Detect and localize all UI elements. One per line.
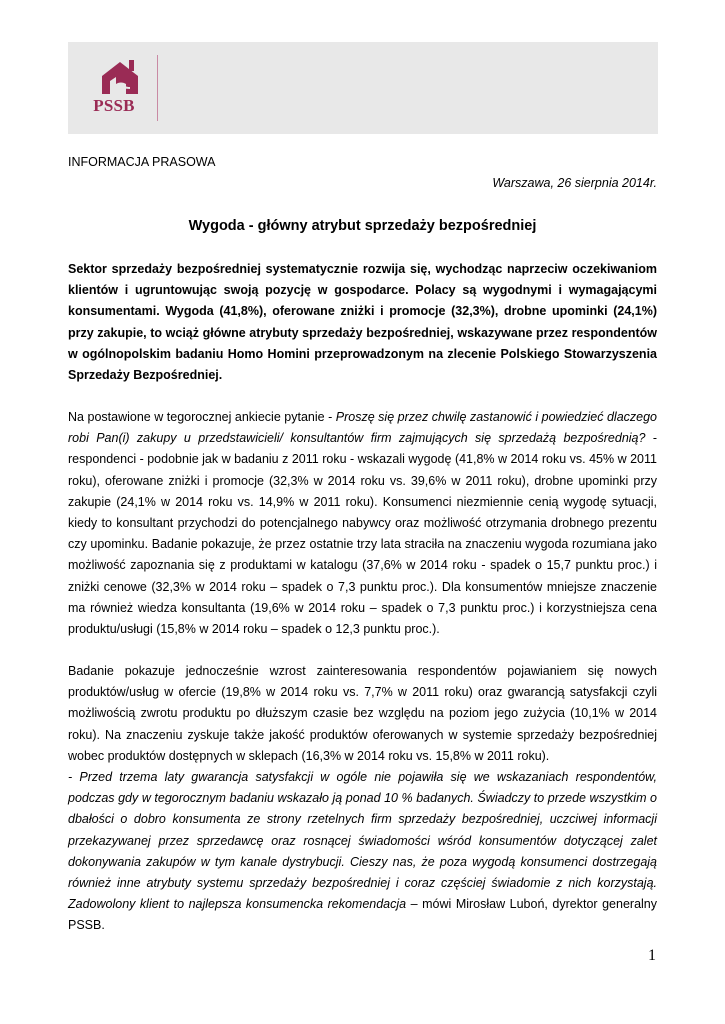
survey-intro: Na postawione w tegorocznej ankiecie pytanie - [68,410,336,424]
lead-paragraph: Sektor sprzedaży bezpośredniej systematycznie rozwija się, wychodząc naprzeciw oczekiwaniom klientów i ugruntowując swoją pozycję w gospodarce. Polacy są wygodnymi i wymagającymi konsumentami. Wygoda (41,8%), oferowane zniżki i promocje (32,3%), drobne upominki (24,1%) przy zakupie, to wciąż główne atrybuty sprzedaży bezpośredniej, wskazywane przez respondentów w ogólnopolskim badaniu Homo Homini przeprowadzonym na zlecenie Polskiego Stowarzyszenia Sprzedaży Bezpośredniej. [68,262,657,383]
header-band [68,42,658,134]
document-date: Warszawa, 26 sierpnia 2014r. [492,176,657,190]
director-quote: - Przed trzema laty gwarancja satysfakcji w ogóle nie pojawiła się we wskazaniach respondentów, podczas gdy w tegorocznym badaniu wskazało ją ponad 10 % badanych. Świadczy to przede wszystkim o dbałości o dobro konsumenta ze strony rzetelnych firm sprzedaży bezpośredniej, uczciwej informacji przekazywanej przez sprzedawcę oraz rosnącej świadomości wśród konsumentów dotyczącej zalet dokonywania zakupów w tym kanale dystrybucji. Cieszy nas, że poza wygodą konsumenci dostrzegają również inne atrybuty systemu sprzedaży bezpośredniej i coraz częściej świadomie z nich korzystają. Zadowolony klient to najlepsza konsumencka rekomendacja [68,770,657,912]
paragraph-survey [68,407,657,640]
page-number: 1 [648,947,656,964]
logo-divider [157,55,158,121]
press-label: INFORMACJA PRASOWA [68,155,216,169]
paragraph-trends [68,661,657,937]
logo-text: PSSB [93,96,135,115]
trends-text: Badanie pokazuje jednocześnie wzrost zainteresowania respondentów pojawianiem się nowych produktów/usług w ofercie (19,8% w 2014 roku vs. 7,7% w 2011 roku) oraz gwarancją satysfakcji czyli możliwością zwrotu produktu po dłuższym czasie bez względu na poziom jego zużycia (10,1% w 2014 roku). Na znaczeniu zyskuje także jakość produktów oferowanych w systemie sprzedaży bezpośredniej wobec produktów dostępnych w sklepach (16,3% w 2014 roku vs. 15,8% w 2011 roku). [68,664,657,763]
survey-question: Proszę się przez chwilę zastanowić i powiedzieć dlaczego robi Pan(i) zakupy u przedstawicieli/ konsultantów firm zajmujących się sprzedażą bezpośrednią? [68,410,657,446]
document-title: Wygoda - główny atrybut sprzedaży bezpośredniej [188,218,537,234]
quote-attribution: – mówi Mirosław Luboń, dyrektor generalny PSSB. [68,897,657,933]
survey-results: - respondenci - podobnie jak w badaniu z 2011 roku - wskazali wygodę (41,8% w 2014 roku vs. 45% w 2011 roku), oferowane zniżki i promocje (32,3% w 2014 roku vs. 39,6% w 2011 roku), drobne upominki przy zakupie (24,1% w 2014 roku vs. 14,9% w 2011 roku). Konsumenci niezmiennie cenią wygodę sytuacji, kiedy to konsultant przychodzi do potencjalnego nabywcy oraz możliwość otrzymania drobnego prezentu czy upominku. Badanie pokazuje, że przez ostatnie trzy lata straciła na znaczeniu wygoda rozumiana jako możliwość zapoznania się z produktami w katalogu (37,6% w 2014 roku - spadek o 15,7 punktu proc.) i zniżki cenowe (32,3% w 2014 roku – spadek o 7,3 punktu proc.). Dla konsumentów mniejsze znaczenie ma również wiedza konsultanta (19,6% w 2014 roku – spadek o 7,3 punktu proc.) i korzystniejsza cena produktu/usługi (15,8% w 2014 roku – spadek o 12,3 punktu proc.). [68,431,657,637]
